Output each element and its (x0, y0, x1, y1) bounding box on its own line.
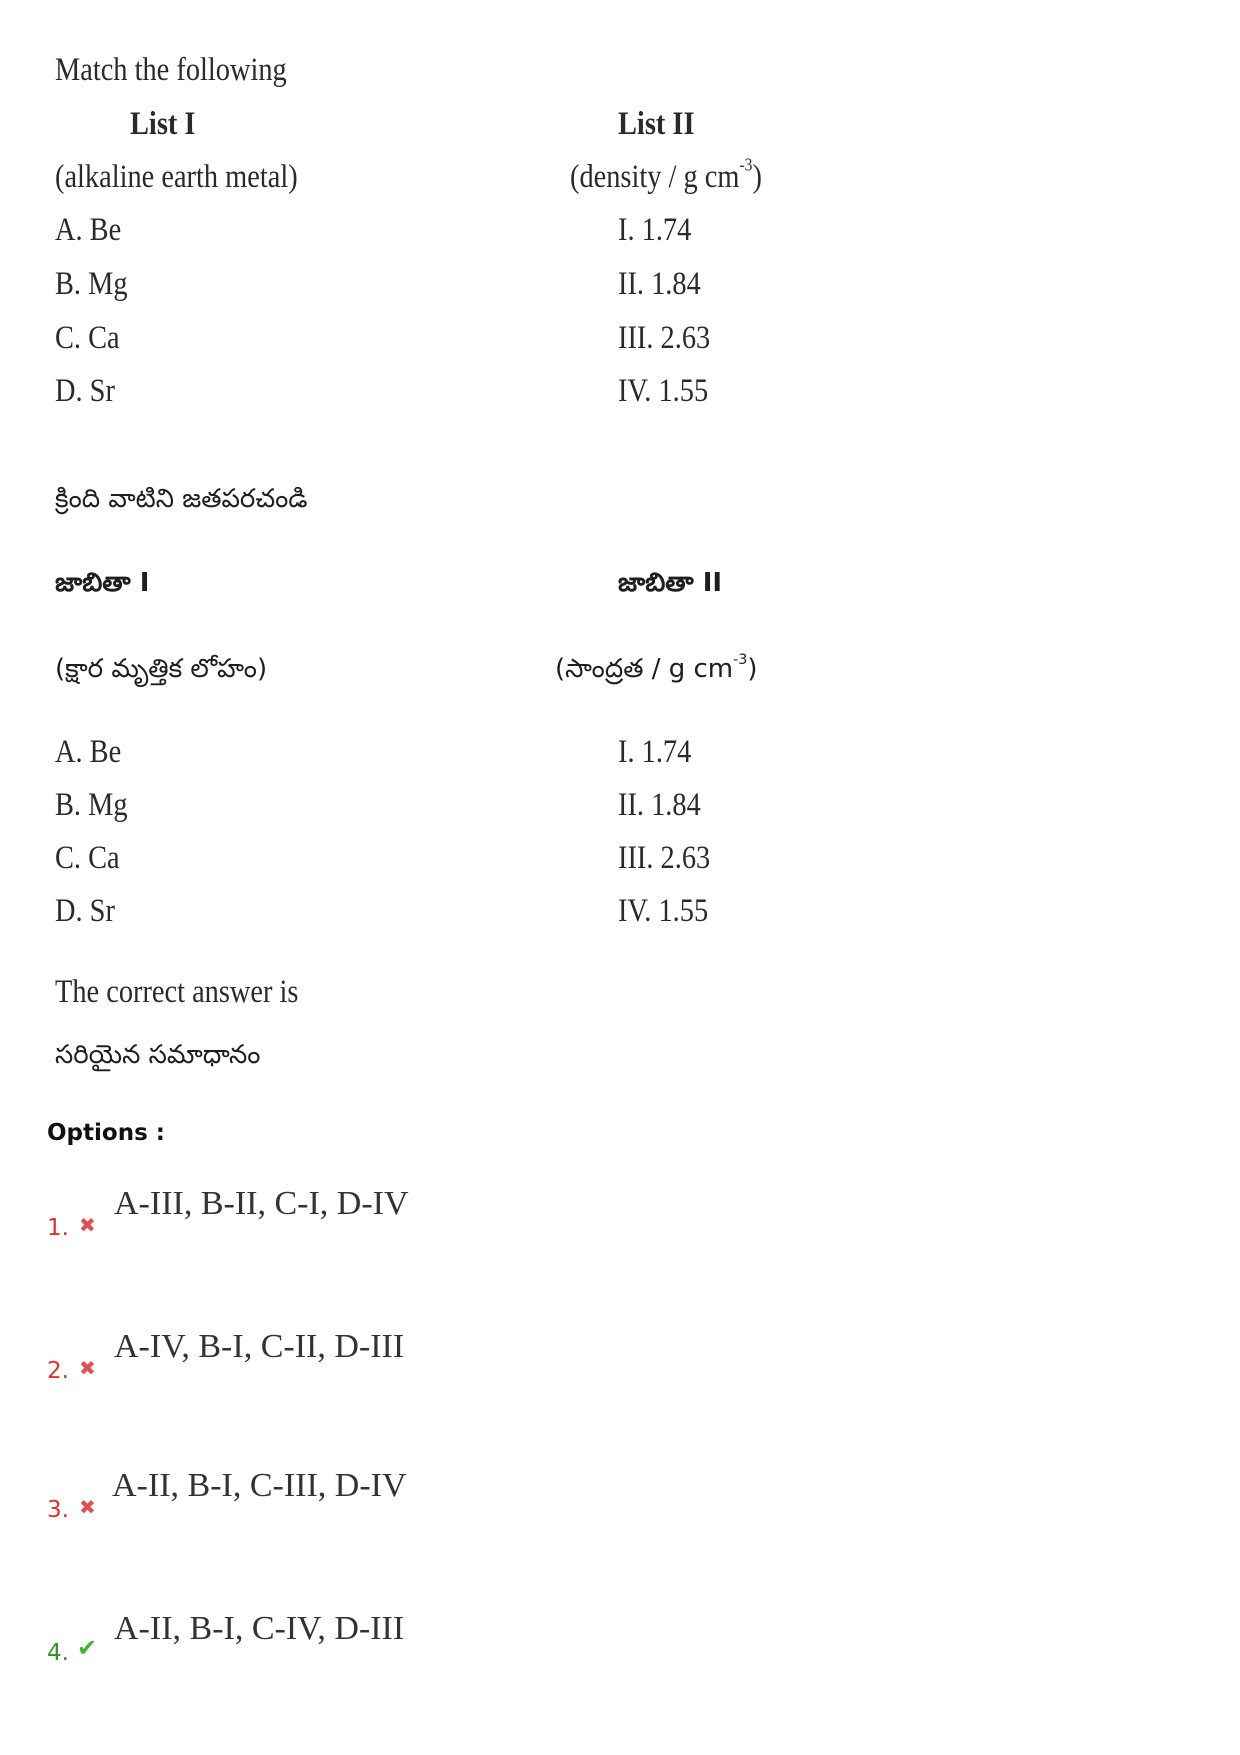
list2-item-te: III. 2.63 (618, 840, 711, 876)
list1-item-en: D. Sr (55, 373, 115, 409)
cross-icon: ✖ (79, 1356, 96, 1380)
option-text: A-III, B-II, C-I, D-IV (114, 1185, 409, 1222)
list1-heading-te: జాబితా I (55, 568, 150, 598)
list1-subtitle-en: (alkaline earth metal) (55, 159, 298, 195)
option-text: A-IV, B-I, C-II, D-III (114, 1328, 405, 1365)
option-number: 3. (47, 1497, 69, 1523)
list1-item-te: B. Mg (55, 787, 128, 823)
list1-item-te: A. Be (55, 734, 122, 770)
option-number: 4. (47, 1640, 69, 1666)
options-label: Options : (47, 1120, 165, 1146)
list2-item-en: IV. 1.55 (618, 373, 709, 409)
list2-item-en: I. 1.74 (618, 212, 692, 248)
option-number: 1. (47, 1215, 69, 1241)
question-prompt-te: క్రింది వాటిని జతపరచండి (55, 484, 308, 514)
cross-icon: ✖ (79, 1495, 96, 1519)
answer-prompt-te: సరియైన సమాధానం (55, 1040, 261, 1070)
list1-item-en: C. Ca (55, 320, 120, 356)
list1-item-en: B. Mg (55, 266, 128, 302)
list2-item-te: II. 1.84 (618, 787, 701, 823)
list2-subtitle-te: (సాంద్రత / g $cm^{-3}$) (555, 652, 758, 684)
list2-item-en: II. 1.84 (618, 266, 701, 302)
list2-heading-te: జాబితా II (618, 568, 723, 598)
list2-item-te: I. 1.74 (618, 734, 692, 770)
list1-item-te: D. Sr (55, 893, 115, 929)
check-icon: ✔ (77, 1634, 98, 1662)
list2-item-en: III. 2.63 (618, 320, 711, 356)
list2-heading-en: List II (618, 106, 695, 142)
answer-prompt-en: The correct answer is (55, 974, 299, 1010)
list2-item-te: IV. 1.55 (618, 893, 709, 929)
list1-item-en: A. Be (55, 212, 122, 248)
option-number: 2. (47, 1358, 69, 1384)
list1-subtitle-te: (క్షార మృత్తిక లోహం) (55, 654, 268, 684)
list2-subtitle-en: (density / g $cm^{-3}$) (570, 154, 762, 195)
list1-item-te: C. Ca (55, 840, 120, 876)
option-text: A-II, B-I, C-IV, D-III (114, 1610, 405, 1647)
cross-icon: ✖ (79, 1213, 96, 1237)
list1-heading-en: List I (130, 106, 196, 142)
option-text: A-II, B-I, C-III, D-IV (112, 1467, 407, 1504)
question-prompt-en: Match the following (55, 52, 287, 88)
